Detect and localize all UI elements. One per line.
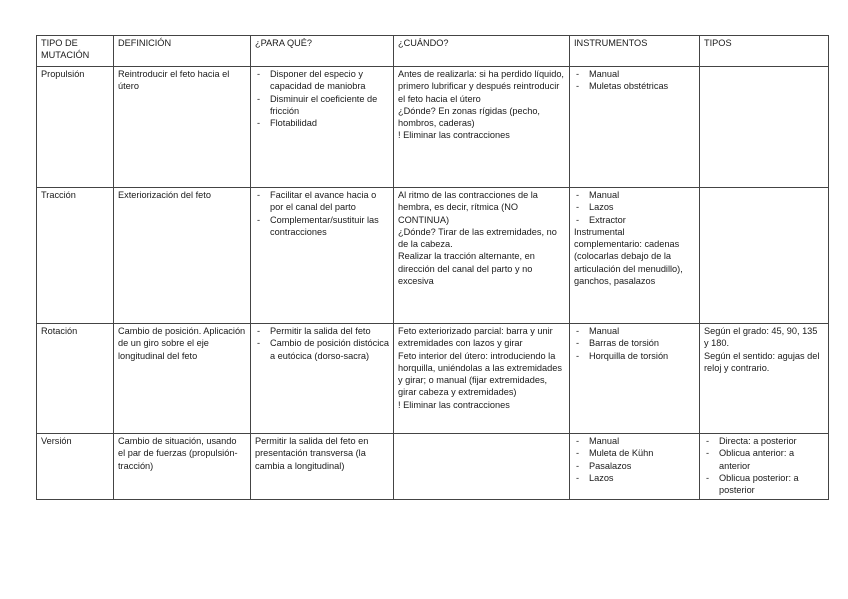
- tipo-cell: Rotación: [37, 324, 114, 434]
- cuando-cell: [394, 324, 570, 434]
- list-item: - Manual: [574, 435, 695, 447]
- definicion-cell: Cambio de situación, usando el par de fuerzas (propulsión-tracción): [114, 434, 251, 500]
- text-line: Según el sentido: agujas del reloj y contrario.: [704, 350, 820, 373]
- tipos-cell: [700, 188, 829, 324]
- header-tipo: TIPO DE MUTACIÓN: [37, 36, 114, 67]
- list-item: - Flotabilidad: [255, 117, 389, 129]
- header-cuando: ¿CUÁNDO?: [394, 36, 570, 67]
- header-tipos: TIPOS: [700, 36, 829, 67]
- list-item: - Pasalazos: [574, 460, 695, 472]
- tipos-cell: [700, 67, 829, 188]
- list-item: - Manual: [574, 189, 695, 201]
- cuando-cell: [394, 434, 570, 500]
- definicion-cell: Cambio de posición. Aplicación de un giro sobre el eje longitudinal del feto: [114, 324, 251, 434]
- list-item: - Lazos: [574, 472, 695, 484]
- text-line: Instrumental complementario: cadenas (colocarlas debajo de la articulación del menudillo), ganchos, pasalazos: [574, 226, 683, 287]
- para-que-cell: [251, 67, 394, 188]
- table-row: [37, 434, 829, 500]
- header-definicion: DEFINICIÓN: [114, 36, 251, 67]
- list-item: - Disminuir el coeficiente de fricción: [255, 93, 389, 118]
- list-item: - Oblicua posterior: a posterior: [704, 472, 824, 497]
- para-que-cell: [251, 188, 394, 324]
- para-que-cell: [251, 324, 394, 434]
- tipo-cell: Tracción: [37, 188, 114, 324]
- tipo-cell: Propulsión: [37, 67, 114, 188]
- definicion-cell: Reintroducir el feto hacia el útero: [114, 67, 251, 188]
- list-item: - Manual: [574, 325, 695, 337]
- list-item: - Barras de torsión: [574, 337, 695, 349]
- list-item: - Oblicua anterior: a anterior: [704, 447, 824, 472]
- instrumentos-cell: [570, 434, 700, 500]
- tipos-cell: [700, 324, 829, 434]
- para-que-cell: Permitir la salida del feto en presentación transversa (la cambia a longitudinal): [251, 434, 394, 500]
- list-item: - Directa: a posterior: [704, 435, 824, 447]
- list-item: - Muletas obstétricas: [574, 80, 695, 92]
- list-item: - Complementar/sustituir las contracciones: [255, 214, 389, 239]
- instrumentos-cell: [570, 67, 700, 188]
- text-line: ! Eliminar las contracciones: [398, 399, 510, 410]
- text-line: Feto exteriorizado parcial: barra y unir extremidades con lazos y girar: [398, 326, 553, 349]
- tipos-cell: [700, 434, 829, 500]
- list-item: - Extractor: [574, 214, 695, 226]
- list-item: - Disponer del especio y capacidad de maniobra: [255, 68, 389, 93]
- table-row: [37, 324, 829, 434]
- text-line: Al ritmo de las contracciones de la hembra, es decir, rítmica (NO CONTINUA): [398, 190, 538, 225]
- list-item: - Muleta de Kühn: [574, 447, 695, 459]
- text-line: Antes de realizarla: si ha perdido líquido, primero lubrificar y después reintroducir el feto hacia el útero: [398, 69, 564, 104]
- header-para-que: ¿PARA QUÉ?: [251, 36, 394, 67]
- text-line: Realizar la tracción alternante, en dirección del canal del parto y no excesiva: [398, 251, 535, 287]
- list-item: - Facilitar el avance hacia o por el canal del parto: [255, 189, 389, 214]
- table-row: [37, 67, 829, 188]
- cuando-cell: [394, 67, 570, 188]
- header-row: [37, 36, 829, 67]
- list-item: - Permitir la salida del feto: [255, 325, 389, 337]
- cuando-cell: [394, 188, 570, 324]
- instrumentos-cell: [570, 324, 700, 434]
- table-row: [37, 188, 829, 324]
- text-line: Feto interior del útero: introduciendo la horquilla, uniéndolas a las extremidades y girar; o manual (fijar extremidades, girar cabeza y extremidades): [398, 350, 562, 398]
- tipo-cell: Versión: [37, 434, 114, 500]
- instrumentos-cell: [570, 188, 700, 324]
- list-item: - Horquilla de torsión: [574, 350, 695, 362]
- mutation-table: [36, 35, 829, 500]
- text-line: ¿Dónde? En zonas rígidas (pecho, hombros, caderas): [398, 105, 540, 129]
- text-line: Según el grado: 45, 90, 135 y 180.: [704, 326, 818, 349]
- text-line: ¿Dónde? Tirar de las extremidades, no de la cabeza.: [398, 226, 557, 250]
- list-item: - Lazos: [574, 201, 695, 213]
- list-item: - Manual: [574, 68, 695, 80]
- text-line: ! Eliminar las contracciones: [398, 130, 510, 141]
- list-item: - Cambio de posición distócica a eutócica (dorso-sacra): [255, 337, 389, 362]
- definicion-cell: Exteriorización del feto: [114, 188, 251, 324]
- header-instrumentos: INSTRUMENTOS: [570, 36, 700, 67]
